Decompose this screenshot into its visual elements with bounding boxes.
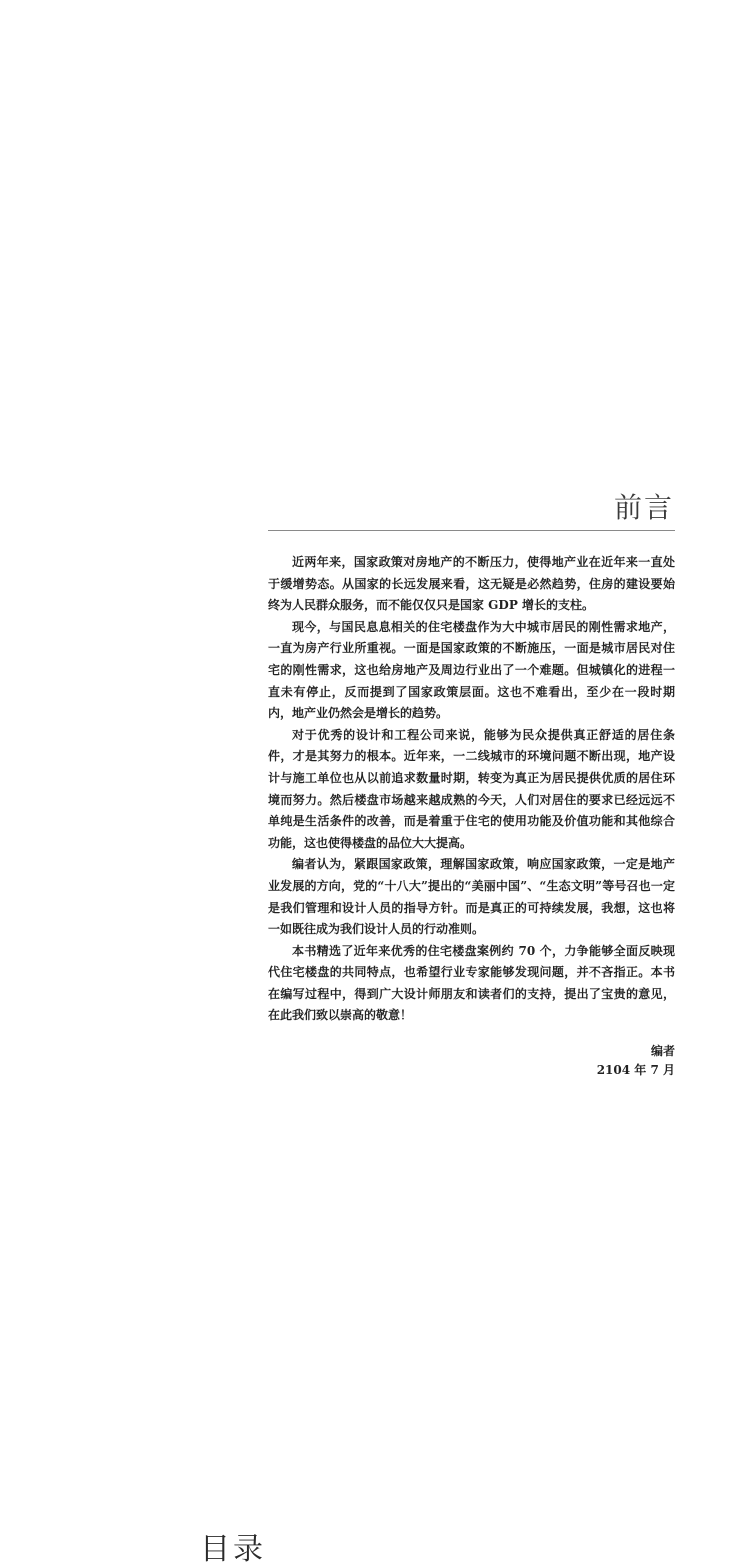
preface-paragraph-2: 现今，与国民息息相关的住宅楼盘作为大中城市居民的刚性需求地产，一直为房产行业所重视。一面是国家政策的不断施压，一面是城市居民对住宅的刚性需求，这也给房地产及周边行业出了一个难题。但城镇化的进程一直未有停止，反而提到了国家政策层面。这也不难看出，至少在一段时期内，地产业仍然会是增长的趋势。 [268, 619, 675, 721]
preface-body [268, 552, 675, 1027]
preface-paragraph-1: 近两年来，国家政策对房地产的不断压力，使得地产业在近年来一直处于缓增势态。从国家的长远发展来看，这无疑是必然趋势，住房的建设要始终为人民群众服务，而不能仅仅只是国家 GDP 增长的支柱。 [268, 555, 675, 613]
preface-paragraph-5: 本书精选了近年来优秀的住宅楼盘案例约 70 个，力争能够全面反映现代住宅楼盘的共同特点，也希望行业专家能够发现问题，并不吝指正。本书在编写过程中，得到广大设计师朋友和读者们的支持，提出了宝贵的意见，在此我们致以崇高的敬意！ [268, 943, 675, 1023]
preface-paragraph-3: 对于优秀的设计和工程公司来说，能够为民众提供真正舒适的居住条件，才是其努力的根本。近年来，一二线城市的环境问题不断出现，地产设计与施工单位也从以前追求数量时期，转变为真正为居民提供优质的居住环境而努力。然后楼盘市场越来越成熟的今天，人们对居住的要求已经远远不单纯是生活条件的改善，而是着重于住宅的使用功能及价值功能和其他综合功能，这也使得楼盘的品位大大提高。 [268, 727, 675, 850]
title-divider [268, 530, 675, 531]
signature-date: 2104 年 7 月 [596, 1063, 675, 1077]
preface-paragraph-4: 编者认为，紧跟国家政策，理解国家政策，响应国家政策，一定是地产业发展的方向，党的“十八大”提出的“美丽中国”、“生态文明”等号召也一定是我们管理和设计人员的指导方针。而是真正的可持续发展，我想，这也将一如既往成为我们设计人员的行动准则。 [268, 857, 675, 937]
signature-author: 编者 [650, 1044, 675, 1058]
table-of-contents-heading: 目录 [200, 1532, 266, 1567]
preface-title: 前言 [613, 491, 674, 524]
